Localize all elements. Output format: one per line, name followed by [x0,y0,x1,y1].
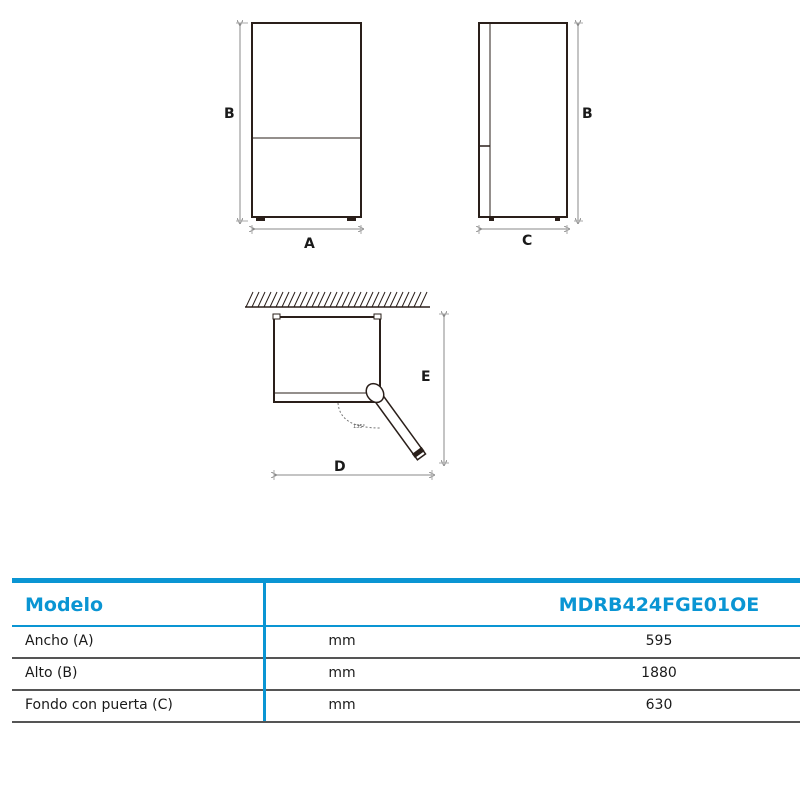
table-row [12,691,800,723]
open-depth-letter: E [421,369,431,385]
side-depth-letter: C [522,233,533,249]
column-divider [263,583,266,721]
model-heading: Modelo [25,594,104,616]
side-height-letter: B [582,106,593,122]
row-value: 630 [645,697,673,713]
row-value: 595 [645,633,673,649]
door-angle-label: 135° [353,424,366,430]
side-view [479,23,593,249]
row-unit: mm [328,633,356,649]
row-label: Alto (B) [25,665,78,681]
front-width-letter: A [304,236,315,252]
front-height-letter: B [224,106,235,122]
open-width-letter: D [334,459,346,475]
row-value: 1880 [641,665,677,681]
table-header-row [12,583,800,627]
row-unit: mm [328,665,356,681]
table-row [12,659,800,691]
model-number: MDRB424FGE01OE [558,594,760,616]
top-view [245,292,449,480]
row-label: Ancho (A) [25,633,94,649]
front-view [224,23,361,252]
row-unit: mm [328,697,356,713]
table-row [12,627,800,659]
row-label: Fondo con puerta (C) [25,697,173,713]
